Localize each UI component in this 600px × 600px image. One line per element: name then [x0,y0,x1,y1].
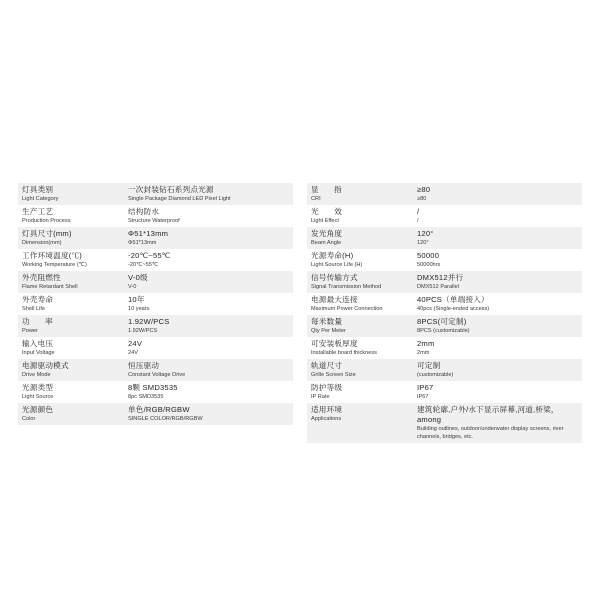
row-label [307,403,415,443]
row-value [126,315,293,337]
row-value [415,315,582,337]
row-label-en: Input Voltage [22,350,55,356]
row-value-cn: Φ51*13mm [128,229,169,238]
row-value [415,271,582,293]
row-label [18,381,126,403]
row-value-en: 2mm [417,350,430,356]
table-row [307,337,582,359]
row-value [415,293,582,315]
row-label-cn: 光源类型 [22,383,54,392]
row-value-cn: DMX512并行 [417,273,464,282]
row-label-cn: 外壳阻燃性 [22,273,61,282]
row-label-en: Drive Mode [22,372,51,378]
row-value-cn: 40PCS（单端接入） [417,295,489,304]
row-value [126,381,293,403]
row-value-cn: 8PCS(可定制) [417,317,467,326]
row-label-en: Qty Per Meter [311,328,346,334]
row-value-en: 50000hrs [417,262,441,268]
spec-column-left [18,183,293,443]
spec-column-right [307,183,582,443]
table-row [18,403,293,425]
table-row [307,403,582,443]
row-label [18,227,126,249]
row-value-en: (customizable) [417,372,454,378]
row-label-cn: 功 率 [22,317,57,326]
row-value-cn: IP67 [417,383,434,392]
row-value [126,183,293,205]
row-value-cn: 10年 [128,295,145,304]
row-label-cn: 显 指 [311,185,346,194]
row-value-cn: 一次封装钻石系列点光源 [128,185,214,194]
row-label [18,359,126,381]
row-label [307,183,415,205]
row-value-en: Building outlines, outdoor/underwater display screens, river channels, bridges, etc. [417,426,564,440]
row-label-en: Installable board thickness [311,350,377,356]
row-label-en: Beam Angle [311,240,342,246]
row-value-en: Φ51*13mm [128,240,157,246]
row-label-cn: 防护等级 [311,383,343,392]
row-label-cn: 工作环境温度(℃) [22,251,83,260]
row-value-cn: 可定制 [417,361,441,370]
row-value-en: 120° [417,240,429,246]
row-value-cn: ≥80 [417,185,431,194]
row-label-cn: 电源最大连接 [311,295,358,304]
row-label-cn: 光源颜色 [22,405,54,414]
table-row [307,249,582,271]
row-label [18,271,126,293]
table-row [307,205,582,227]
row-value [126,337,293,359]
row-label [18,337,126,359]
row-label-cn: 每米数量 [311,317,343,326]
table-row [18,227,293,249]
row-value [415,381,582,403]
row-value-cn: V-0级 [128,273,148,282]
row-value-en: 8PCS (customizable) [417,328,470,334]
row-label-cn: 外壳寿命 [22,295,54,304]
table-row [307,315,582,337]
table-row [18,337,293,359]
row-value-cn: 24V [128,339,143,348]
row-label-en: Light Category [22,196,59,202]
row-label-en: Maximum Power Connection [311,306,383,312]
row-label-cn: 电源驱动模式 [22,361,69,370]
row-label-cn: 灯具尺寸(mm) [22,229,72,238]
row-label [18,205,126,227]
row-label [307,293,415,315]
row-value [415,183,582,205]
table-row [307,227,582,249]
row-value-cn: -20℃~55℃ [128,251,171,260]
row-value-en: 1.92W/PCS [128,328,158,334]
row-label-en: Light Effect [311,218,339,224]
row-label-en: Light Source Life (H) [311,262,363,268]
row-value-cn: 120° [417,229,434,238]
row-label-en: Applications [311,416,342,422]
row-label [18,403,126,425]
row-value-en: / [417,218,419,224]
row-label [18,249,126,271]
row-label [307,271,415,293]
row-value [415,249,582,271]
row-value-cn: 结构防水 [128,207,160,216]
row-label-cn: 光 效 [311,207,346,216]
row-value-en: Single Package Diamond LED Pixel Light [128,196,231,202]
row-label-cn: 生产工艺 [22,207,54,216]
row-value-en: IP67 [417,394,429,400]
row-label-cn: 可安装板厚度 [311,339,358,348]
row-label-cn: 输入电压 [22,339,54,348]
table-row [307,271,582,293]
row-value-en: DMX512 Parallel [417,284,459,290]
row-value [415,337,582,359]
row-label-cn: 信号传输方式 [311,273,358,282]
table-row [18,271,293,293]
row-value [126,403,293,425]
row-label-cn: 适用环境 [311,405,343,414]
row-label [307,227,415,249]
row-value-en: V-0 [128,284,137,290]
row-label-en: IP Rate [311,394,330,400]
row-value-en: SINGLE COLOR/RGB/RGBW [128,416,203,422]
row-value [415,227,582,249]
row-value [126,271,293,293]
row-label-en: CRI [311,196,321,202]
row-label-en: Dimension(mm) [22,240,62,246]
row-label-en: Signal Transmission Method [311,284,382,290]
table-row [307,359,582,381]
row-value-en: -20℃~55℃ [128,262,159,268]
row-label [307,205,415,227]
row-value [126,359,293,381]
table-row [307,381,582,403]
row-label-en: Light Source [22,394,54,400]
row-label-en: Production Process [22,218,71,224]
row-label-en: Working Temperature (℃) [22,262,87,268]
row-value [126,205,293,227]
row-value-cn: 8颗 SMD3535 [128,383,178,392]
table-row [307,183,582,205]
row-value-en: 40pcs (Single-ended access) [417,306,490,312]
table-row [18,315,293,337]
table-row [18,293,293,315]
row-value-cn: 建筑轮廓,户外/水下显示屏幕,河道,桥梁，among [417,405,559,424]
row-label [307,381,415,403]
row-value-cn: 2mm [417,339,435,348]
row-value-en: 10 years [128,306,150,312]
row-label-en: Color [22,416,36,422]
row-value [415,359,582,381]
row-value [126,293,293,315]
row-label-en: Grille Screen Size [311,372,356,378]
row-value-cn: 1.92W/PCS [128,317,170,326]
row-label [307,249,415,271]
row-label [18,183,126,205]
row-label-cn: 灯具类别 [22,185,54,194]
specification-table [18,183,582,443]
row-value [126,227,293,249]
row-value-en: Structure Waterproof [128,218,180,224]
row-value [415,205,582,227]
row-label [307,359,415,381]
row-label-cn: 轨道尺寸 [311,361,343,370]
row-label-en: Shell Life [22,306,46,312]
row-value-cn: 50000 [417,251,440,260]
row-value-en: Constant Voltage Drive [128,372,186,378]
row-value-en: ≥80 [417,196,427,202]
row-label [307,337,415,359]
row-value-cn: 恒压驱动 [128,361,160,370]
table-row [18,183,293,205]
row-label-en: Flame Retardant Shell [22,284,78,290]
row-label-cn: 发光角度 [311,229,343,238]
row-value-en: 24V [128,350,138,356]
row-label [18,293,126,315]
table-row [18,381,293,403]
row-label [18,315,126,337]
row-value [415,403,582,443]
table-row [307,293,582,315]
row-label-en: Power [22,328,38,334]
table-row [18,359,293,381]
row-value-cn: 单色/RGB/RGBW [128,405,190,414]
row-label [307,315,415,337]
row-value-cn: / [417,207,420,216]
row-label-cn: 光源寿命(H) [311,251,354,260]
row-value-en: 8pc SMD3535 [128,394,164,400]
row-value [126,249,293,271]
table-row [18,249,293,271]
table-row [18,205,293,227]
